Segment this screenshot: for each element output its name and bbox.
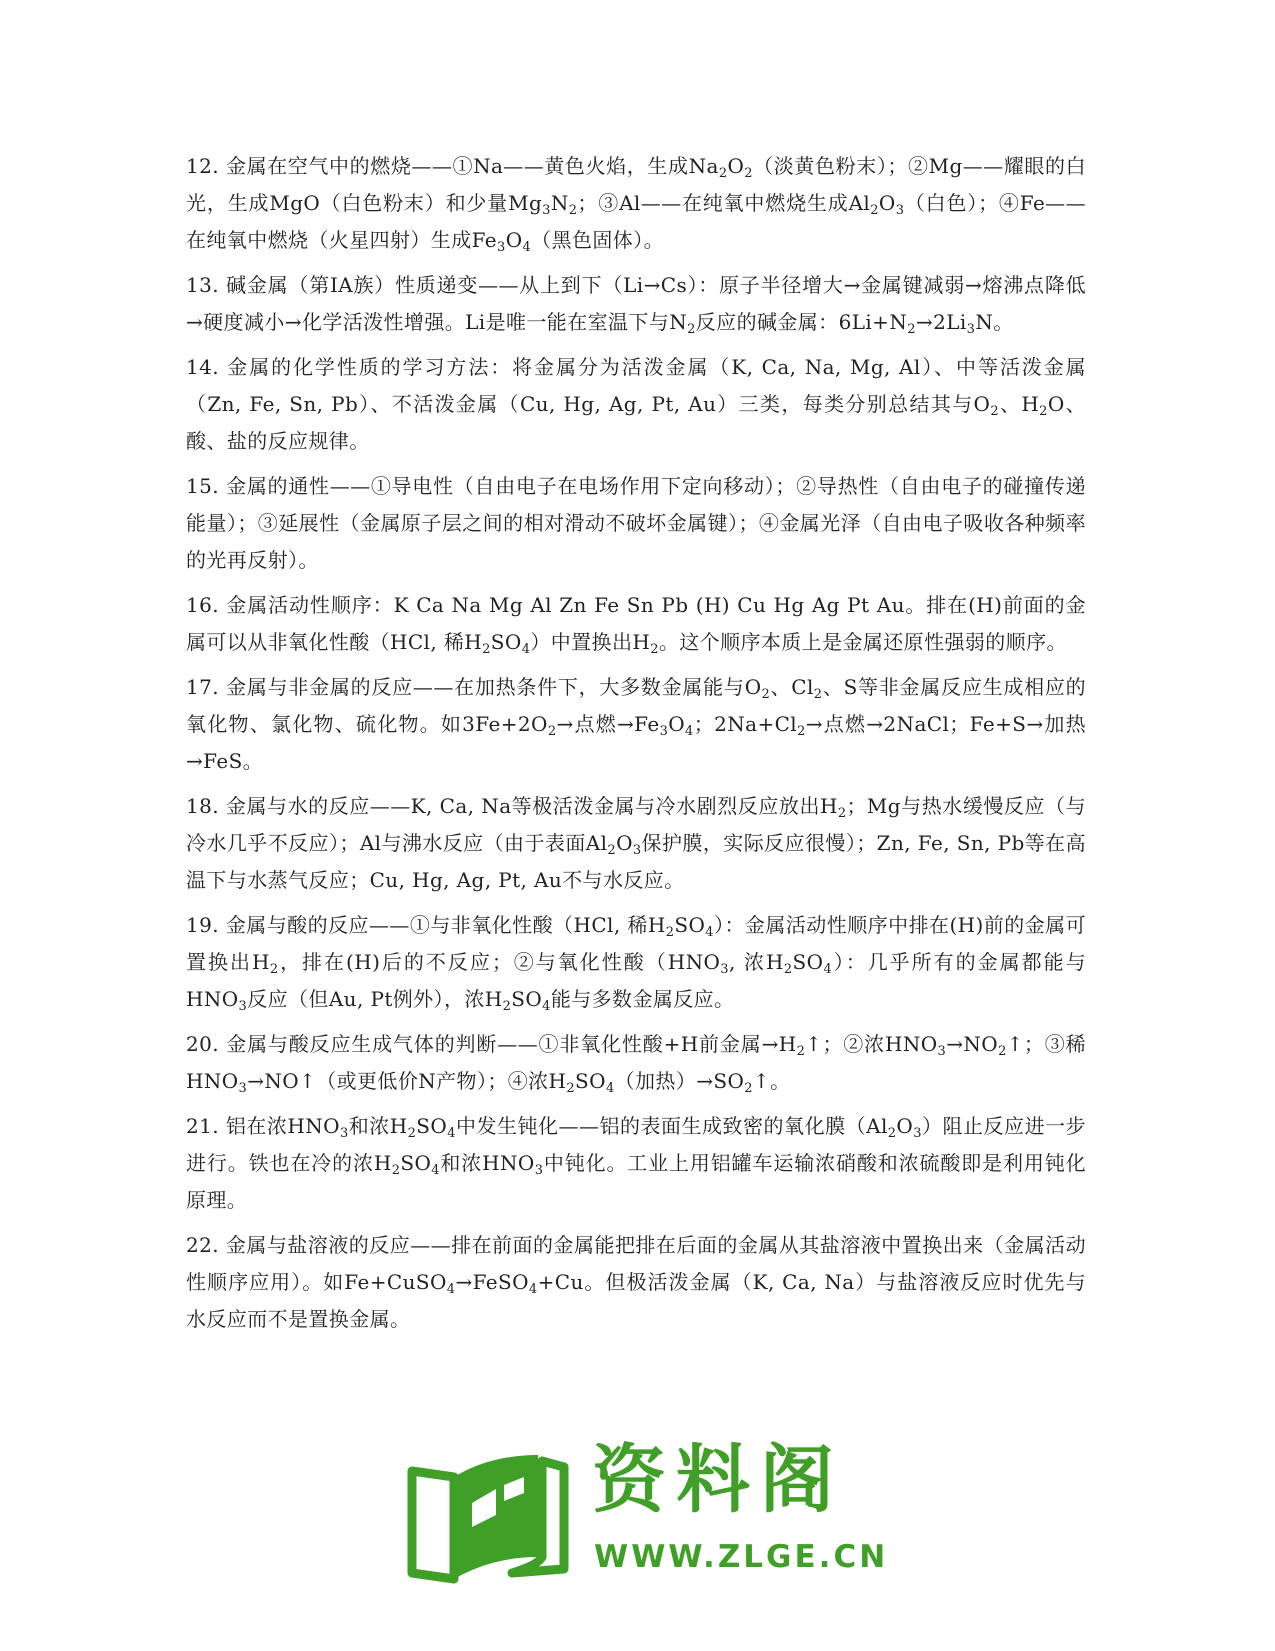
text-run: ）阻止反应进一步进行。铁也在冷的浓H xyxy=(186,1114,1086,1175)
text-run: 。这个顺序本质上是金属还原性强弱的顺序。 xyxy=(658,630,1067,654)
subscript: 4 xyxy=(521,642,531,657)
book-icon xyxy=(400,1441,580,1591)
text-run: 19. 金属与酸的反应——①与非氧化性酸（HCl, 稀H xyxy=(186,913,666,937)
text-run: 13. 碱金属（第IA族）性质递变——从上到下（Li→Cs）：原子半径增大→金属键减弱→熔沸点降低→硬度减小→化学活泼性增强。Li是唯一能在室温下与N xyxy=(186,273,1086,334)
subscript: 2 xyxy=(269,962,279,977)
subscript: 2 xyxy=(391,1163,401,1178)
subscript: 3 xyxy=(659,724,669,739)
paragraph-item xyxy=(186,1227,1086,1338)
text-run: O、酸、盐的反应规律。 xyxy=(186,392,1086,453)
subscript: 4 xyxy=(823,962,833,977)
text-run: 反应（但Au, Pt例外），浓H xyxy=(247,987,503,1011)
subscript: 2 xyxy=(761,687,771,702)
subscript: 2 xyxy=(837,806,847,821)
subscript: 3 xyxy=(966,322,976,337)
subscript: 2 xyxy=(607,843,617,858)
subscript: 4 xyxy=(542,999,551,1014)
text-run: 反应的碱金属：6Li+N xyxy=(695,310,908,334)
text-run: 能与多数金属反应。 xyxy=(550,987,735,1011)
subscript: 2 xyxy=(502,999,512,1014)
text-run: （淡黄色粉末）；②Mg——耀眼的白光，生成MgO（白色粉末）和少量Mg xyxy=(186,154,1086,215)
subscript: 3 xyxy=(913,1126,922,1141)
text-run: 17. 金属与非金属的反应——在加热条件下，大多数金属能与O xyxy=(186,675,762,699)
text-run: O xyxy=(727,154,745,178)
text-run: 保护膜，实际反应很慢）；Zn, Fe, Sn, Pb等在高温下与水蒸气反应；Cu, Hg, Ag, Pt, Au不与水反应。 xyxy=(186,831,1086,892)
paragraph-item xyxy=(186,349,1086,460)
subscript: 3 xyxy=(339,1126,349,1141)
text-run: 21. 铝在浓HNO xyxy=(186,1114,340,1138)
text-run: ；2Na+Cl xyxy=(693,712,798,736)
subscript: 2 xyxy=(744,166,753,181)
subscript: 3 xyxy=(542,203,551,218)
text-run: ；Mg与热水缓慢反应（与冷水几乎不反应）；Al与沸水反应（由于表面Al xyxy=(186,794,1086,855)
subscript: 4 xyxy=(446,1282,456,1297)
logo-name: 资料阁 xyxy=(592,1437,844,1523)
text-run: O xyxy=(505,228,523,252)
text-run: SO xyxy=(400,1151,432,1175)
text-run: →2Li xyxy=(915,310,967,334)
subscript: 2 xyxy=(998,1044,1007,1059)
subscript: 2 xyxy=(665,925,675,940)
subscript: 2 xyxy=(870,203,879,218)
subscript: 2 xyxy=(407,1126,417,1141)
subscript: 3 xyxy=(720,962,729,977)
subscript: 2 xyxy=(650,642,659,657)
text-run: 16. 金属活动性顺序：K Ca Na Mg Al Zn Fe Sn Pb (H) Cu Hg Ag Pt Au。排在(H)前面的金属可以从非氧化性酸（HCl, 稀H xyxy=(186,593,1086,654)
document-body xyxy=(186,148,1086,1346)
subscript: 4 xyxy=(605,1081,615,1096)
text-run: 15. 金属的通性——①导电性（自由电子在电场作用下定向移动）；②导热性（自由电子的碰撞传递能量）；③延展性（金属原子层之间的相对滑动不破坏金属键）；④金属光泽（自由电子吸收各种频率的光再反射）。 xyxy=(186,474,1086,572)
subscript: 2 xyxy=(687,322,696,337)
text-run: ）：几乎所有的金属都能与HNO xyxy=(186,950,1086,1011)
subscript: 3 xyxy=(937,1044,947,1059)
text-run: 中钝化。工业上用铝罐车运输浓硝酸和浓硫酸即是利用钝化原理。 xyxy=(186,1151,1086,1212)
paragraph-item xyxy=(186,468,1086,579)
subscript: 2 xyxy=(907,322,916,337)
paragraph-item xyxy=(186,907,1086,1018)
text-run: O xyxy=(878,191,896,215)
text-run: 20. 金属与酸反应生成气体的判断——①非氧化性酸+H前金属→H xyxy=(186,1032,797,1056)
subscript: 4 xyxy=(431,1163,440,1178)
subscript: 2 xyxy=(566,1081,576,1096)
text-run: ↑；②浓HNO xyxy=(805,1032,938,1056)
subscript: 3 xyxy=(238,999,248,1014)
logo xyxy=(380,1433,900,1593)
text-run: （加热）→SO xyxy=(614,1069,745,1093)
text-run: O xyxy=(896,1114,914,1138)
subscript: 2 xyxy=(887,1126,897,1141)
text-run: 12. 金属在空气中的燃烧——①Na——黄色火焰，生成Na xyxy=(186,154,719,178)
text-run: ）：金属活动性顺序中排在(H)前的金属可置换出H xyxy=(186,913,1087,974)
text-run: ；③Al——在纯氧中燃烧生成Al xyxy=(577,191,871,215)
subscript: 3 xyxy=(895,203,905,218)
text-run: +Cu。但极活泼金属（K, Ca, Na）与盐溶液反应时优先与水反应而不是置换金属。 xyxy=(186,1270,1086,1331)
subscript: 2 xyxy=(718,166,728,181)
subscript: 3 xyxy=(238,1081,248,1096)
text-run: ）中置换出H xyxy=(530,630,651,654)
text-run: ，排在(H)后的不反应；②与氧化性酸（HNO xyxy=(278,950,721,974)
paragraph-item xyxy=(186,669,1086,780)
subscript: 2 xyxy=(797,724,806,739)
text-run: →点燃→Fe xyxy=(556,712,660,736)
subscript: 4 xyxy=(447,1126,456,1141)
text-run: （黑色固体）。 xyxy=(531,228,664,252)
text-run: →NO↑（或更低价N产物）；④浓H xyxy=(247,1069,567,1093)
subscript: 3 xyxy=(497,240,506,255)
text-run: 18. 金属与水的反应——K, Ca, Na等极活泼金属与冷水剧烈反应放出H xyxy=(186,794,838,818)
subscript: 2 xyxy=(744,1081,753,1096)
paragraph-item xyxy=(186,1108,1086,1219)
text-run: SO xyxy=(674,913,706,937)
text-run: 22. 金属与盐溶液的反应——排在前面的金属能把排在后面的金属从其盐溶液中置换出来（金属活动性顺序应用）。如Fe+CuSO xyxy=(186,1233,1086,1294)
text-run: 、H xyxy=(999,392,1040,416)
text-run: ↑。 xyxy=(752,1069,791,1093)
paragraph-item xyxy=(186,788,1086,899)
paragraph-item xyxy=(186,148,1086,259)
subscript: 4 xyxy=(685,724,694,739)
text-run: SO xyxy=(416,1114,448,1138)
text-run: SO xyxy=(490,630,522,654)
text-run: ↑；③稀HNO xyxy=(186,1032,1086,1093)
subscript: 4 xyxy=(522,240,532,255)
subscript: 2 xyxy=(482,642,491,657)
subscript: 2 xyxy=(783,962,793,977)
subscript: 2 xyxy=(813,687,823,702)
text-run: →FeSO xyxy=(455,1270,529,1294)
text-run: 中发生钝化——铝的表面生成致密的氧化膜（Al xyxy=(455,1114,888,1138)
text-run: SO xyxy=(792,950,824,974)
subscript: 2 xyxy=(568,203,578,218)
text-run: 、Cl xyxy=(770,675,814,699)
subscript: 4 xyxy=(705,925,714,940)
text-run: N。 xyxy=(975,310,1014,334)
subscript: 4 xyxy=(528,1282,538,1297)
text-run: （白色）；④Fe——在纯氧中燃烧（火星四射）生成Fe xyxy=(186,191,1086,252)
text-run: 和浓H xyxy=(348,1114,408,1138)
subscript: 3 xyxy=(632,843,642,858)
text-run: 、S等非金属反应生成相应的氧化物、氯化物、硫化物。如3Fe+2O xyxy=(186,675,1087,736)
text-run: →点燃→2NaCl；Fe+S→加热→FeS。 xyxy=(186,712,1087,773)
text-run: O xyxy=(616,831,633,855)
subscript: 2 xyxy=(1039,404,1048,419)
text-run: , 浓H xyxy=(728,950,784,974)
text-run: 14. 金属的化学性质的学习方法：将金属分为活泼金属（K, Ca, Na, Mg, Al）、中等活泼金属（Zn, Fe, Sn, Pb）、不活泼金属（Cu, Hg, Ag, Pt, Au）三类，每类分别总结其与O xyxy=(186,355,1086,416)
subscript: 3 xyxy=(534,1163,544,1178)
text-run: O xyxy=(668,712,686,736)
subscript: 2 xyxy=(547,724,557,739)
text-run: N xyxy=(550,191,569,215)
paragraph-item xyxy=(186,267,1086,341)
paragraph-item xyxy=(186,587,1086,661)
logo-url: WWW.ZLGE.CN xyxy=(594,1539,889,1575)
paragraph-item xyxy=(186,1026,1086,1100)
text-run: SO xyxy=(575,1069,606,1093)
subscript: 2 xyxy=(796,1044,806,1059)
subscript: 2 xyxy=(990,404,1000,419)
text-run: →NO xyxy=(946,1032,999,1056)
text-run: SO xyxy=(511,987,543,1011)
text-run: 和浓HNO xyxy=(439,1151,535,1175)
